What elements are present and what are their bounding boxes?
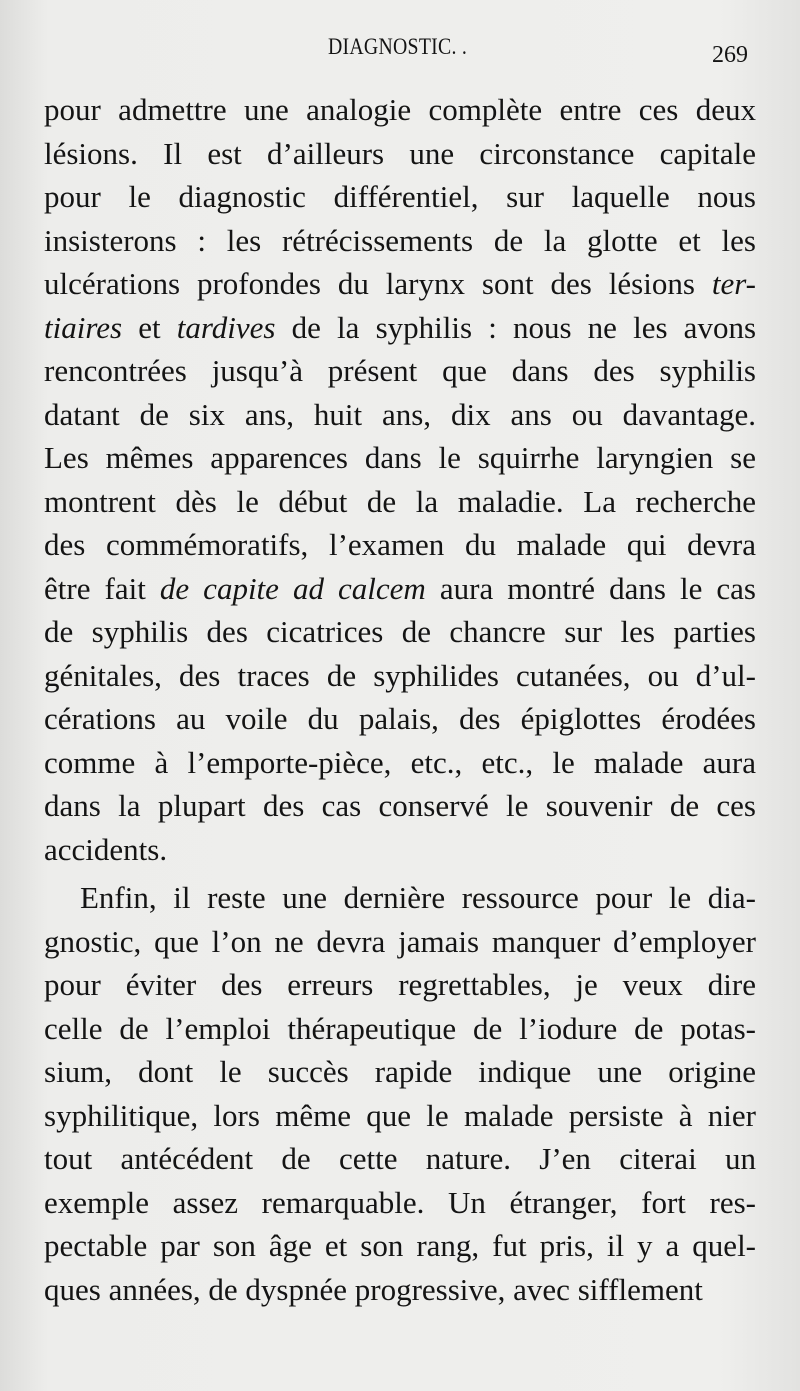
text-run: cérations au voile du palais, des épiglottes érodées <box>44 701 756 736</box>
text-run: de syphilis des cicatrices de chancre sur les parties <box>44 614 756 649</box>
text-line <box>44 963 756 1007</box>
text-run: ques années, de dyspnée progressive, avec sifflement <box>44 1271 703 1307</box>
text-line <box>44 175 756 219</box>
page-header <box>0 34 800 74</box>
text-run: insisterons : les rétrécissements de la glotte et les <box>44 222 756 258</box>
text-line <box>44 1007 756 1051</box>
text-line <box>44 132 756 176</box>
body-text <box>44 88 756 1311</box>
text-run: celle de l’emploi thérapeutique de l’iodure de potas- <box>44 1010 756 1046</box>
paragraph <box>44 88 756 871</box>
text-line <box>44 1224 756 1268</box>
text-line <box>44 306 756 350</box>
text-line <box>44 1181 756 1225</box>
text-run: rencontrées jusqu’à présent que dans des syphilis <box>44 353 756 388</box>
text-line <box>44 741 756 785</box>
text-run: pour admettre une analogie complète entre ces deux <box>44 92 756 127</box>
text-run: lésions. Il est d’ailleurs une circonstance capitale <box>44 135 756 171</box>
text-line <box>44 654 756 698</box>
text-run: pectable par son âge et son rang, fut pris, il y a quel- <box>44 1228 756 1263</box>
text-run: de la syphilis : nous ne les avons <box>275 309 756 345</box>
text-line <box>44 436 756 480</box>
text-run: gnostic, que l’on ne devra jamais manquer d’employer <box>44 923 756 959</box>
text-line <box>44 262 756 306</box>
text-run: comme à l’emporte-pièce, etc., etc., le malade aura <box>44 744 756 780</box>
text-run: Enfin, il reste une dernière ressource pour le dia- <box>80 880 756 915</box>
text-run: tout antécédent de cette nature. J’en citerai un <box>44 1141 756 1176</box>
text-run: pour éviter des erreurs regrettables, je veux dire <box>44 967 756 1002</box>
text-run: syphilitique, lors même que le malade persiste à nier <box>44 1097 756 1133</box>
text-run: montrent dès le début de la maladie. La recherche <box>44 483 756 519</box>
text-run: exemple assez remarquable. Un étranger, fort res- <box>44 1184 756 1220</box>
text-run: accidents. <box>44 831 168 867</box>
text-line <box>44 610 756 654</box>
text-run: génitales, des traces de syphilides cutanées, ou d’ul- <box>44 657 756 693</box>
text-line <box>44 567 756 611</box>
text-run: aura montré dans le cas <box>425 570 756 606</box>
text-run: sium, dont le succès rapide indique une origine <box>44 1054 756 1089</box>
text-line <box>44 697 756 741</box>
text-line <box>44 480 756 524</box>
page-number: 269 <box>712 42 748 68</box>
text-line <box>44 1050 756 1094</box>
text-run: datant de six ans, huit ans, dix ans ou davantage. <box>44 396 756 432</box>
text-run: ulcérations profondes du larynx sont des lésions <box>44 266 712 301</box>
text-run: Les mêmes apparences dans le squirrhe laryngien se <box>44 440 756 475</box>
italic-text: tiaires <box>44 309 123 345</box>
italic-text: ter- <box>711 266 756 301</box>
text-run: pour le diagnostic différentiel, sur laquelle nous <box>44 179 756 214</box>
text-line <box>44 1094 756 1138</box>
text-run: des commémoratifs, l’examen du malade qui devra <box>44 527 756 562</box>
running-title: DIAGNOSTIC. . <box>328 34 468 59</box>
text-line <box>44 1137 756 1181</box>
text-line <box>44 784 756 828</box>
text-line <box>44 393 756 437</box>
text-run: et <box>122 309 177 345</box>
italic-text: de capite ad calcem <box>159 570 426 606</box>
text-line <box>44 1268 756 1312</box>
text-line <box>44 828 756 872</box>
text-run: dans la plupart des cas conservé le souvenir de ces <box>44 788 756 823</box>
text-line <box>44 920 756 964</box>
text-line <box>44 523 756 567</box>
text-line <box>44 88 756 132</box>
paragraph <box>44 876 756 1311</box>
text-line <box>44 349 756 393</box>
italic-text: tardives <box>176 309 276 345</box>
text-run: être fait <box>44 570 160 606</box>
text-line <box>44 219 756 263</box>
text-line <box>44 876 756 920</box>
